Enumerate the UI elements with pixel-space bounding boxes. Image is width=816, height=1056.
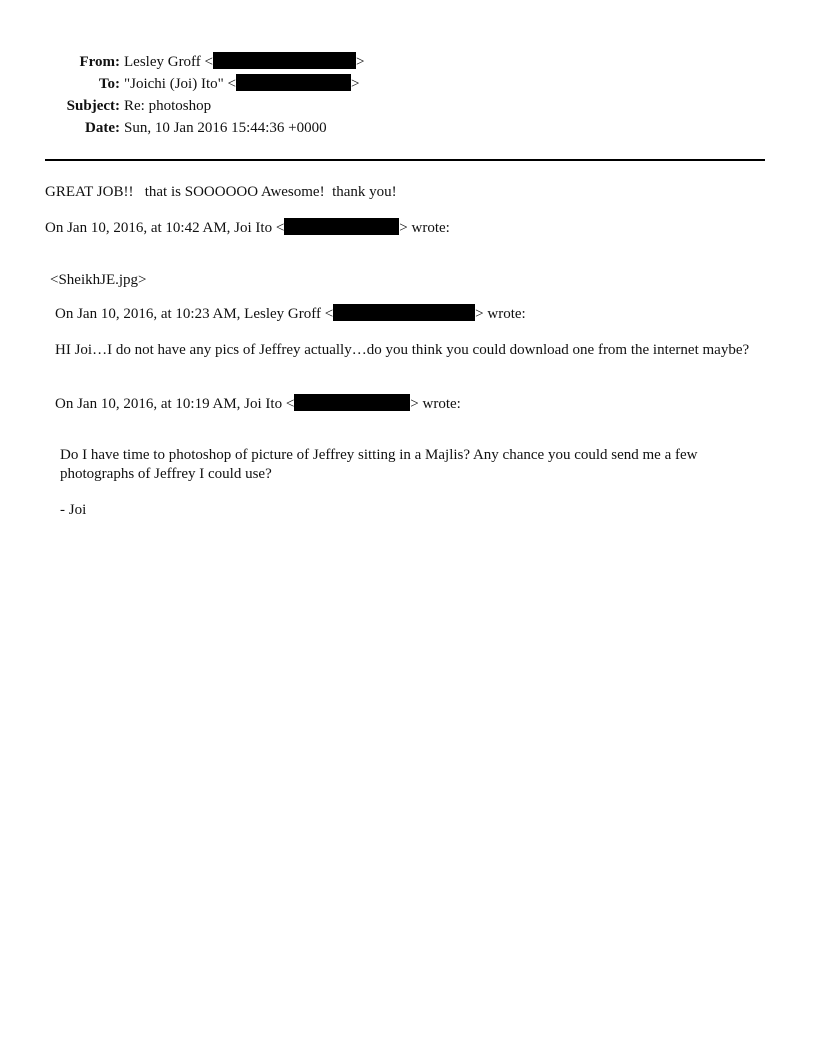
quote-attribution-3-prefix: On Jan 10, 2016, at 10:19 AM, Joi Ito < — [55, 396, 295, 412]
header-date-row — [0, 118, 816, 138]
quote-attribution-3 — [55, 394, 461, 414]
signature: - Joi — [60, 502, 87, 518]
quote-attribution-1-suffix: > wrote: — [399, 220, 450, 236]
quote-attribution-2-suffix: > wrote: — [475, 306, 526, 322]
from-name: Lesley Groff < — [124, 54, 213, 70]
reply-text: GREAT JOB!! that is SOOOOOO Awesome! thank you! — [45, 184, 397, 200]
redacted-email-box — [236, 74, 351, 91]
quote-3-message: Do I have time to photoshop of picture of Jeffrey sitting in a Majlis? Any chance you could send me a few photographs of Jeffrey I could use? — [60, 447, 698, 482]
redacted-email-box — [213, 52, 356, 69]
redacted-email-box — [294, 394, 410, 411]
to-bracket: > — [350, 76, 360, 92]
from-value — [124, 52, 364, 72]
redacted-email-box — [333, 304, 475, 321]
from-bracket: > — [356, 54, 365, 70]
quote-attribution-3-suffix: > wrote: — [410, 396, 461, 412]
quote-attribution-2 — [55, 304, 526, 324]
to-label: To: — [98, 76, 120, 92]
date-value: Sun, 10 Jan 2016 15:44:36 +0000 — [124, 120, 327, 136]
attachment-name: <SheikhJE.jpg> — [50, 272, 147, 288]
redacted-email-box — [284, 218, 399, 235]
from-label: From: — [79, 54, 120, 70]
subject-label: Subject: — [66, 98, 120, 114]
header-divider — [45, 159, 765, 161]
quote-attribution-2-prefix: On Jan 10, 2016, at 10:23 AM, Lesley Groff < — [55, 306, 334, 322]
to-name: "Joichi (Joi) Ito" < — [124, 76, 236, 92]
header-from-row — [0, 52, 816, 72]
header-to-row — [0, 74, 816, 94]
header-subject-row — [0, 96, 816, 116]
quote-attribution-1 — [45, 218, 450, 238]
quote-2-message: HI Joi…I do not have any pics of Jeffrey actually…do you think you could download one from the internet maybe? — [55, 342, 750, 358]
date-label: Date: — [85, 120, 120, 136]
subject-value: Re: photoshop — [124, 98, 212, 114]
quote-attribution-1-prefix: On Jan 10, 2016, at 10:42 AM, Joi Ito < — [45, 220, 285, 236]
to-value — [124, 74, 359, 94]
